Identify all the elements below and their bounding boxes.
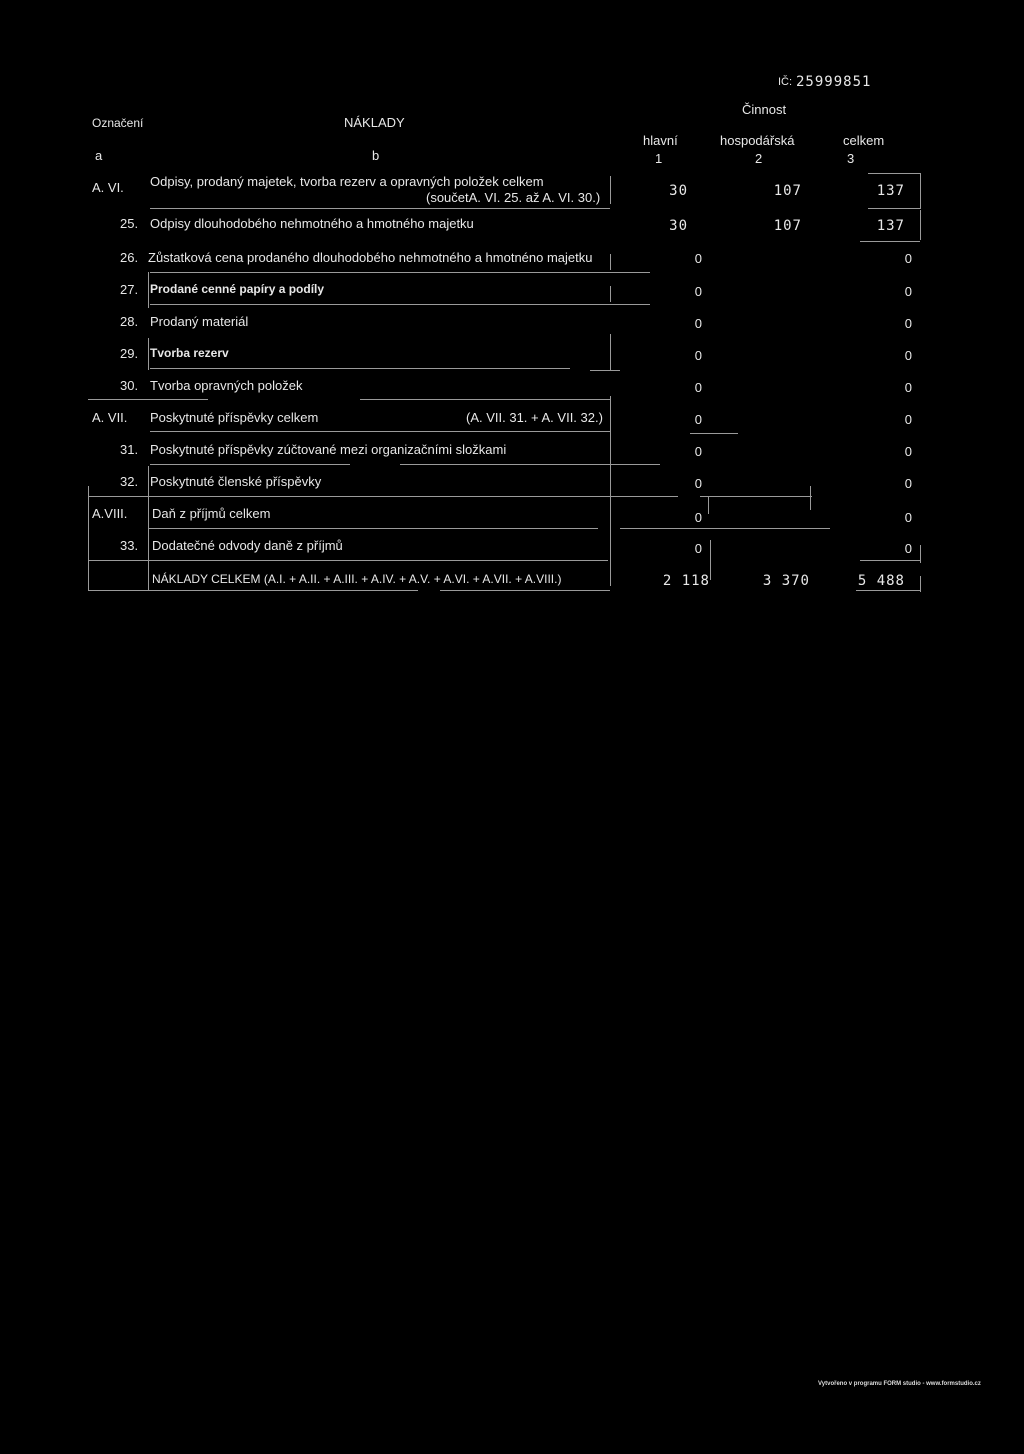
main-activity-header: hlavní (643, 133, 678, 148)
row-value-total: 0 (904, 348, 912, 363)
index-3: 3 (847, 151, 855, 166)
row-code: 28. (120, 314, 139, 329)
index-b: b (372, 148, 380, 163)
row-value-main: 0 (694, 251, 702, 266)
row-description: Odpisy dlouhodobého nehmotného a hmotného majetku (150, 216, 474, 231)
row-value-total: 0 (904, 444, 912, 459)
row-description: Prodané cenné papíry a podíly (150, 282, 325, 296)
row-value-main: 0 (694, 510, 702, 525)
row-description-sum: (součetA. VI. 25. až A. VI. 30.) (426, 190, 601, 205)
row-code: A.VIII. (92, 506, 128, 521)
row-value-total: 137 (876, 218, 905, 234)
row-value-total: 0 (904, 541, 912, 556)
row-value-total: 137 (876, 183, 905, 199)
row-description: Poskytnuté příspěvky celkem (150, 410, 319, 425)
ico-label: IČ: (778, 76, 793, 88)
row-value-main: 0 (694, 380, 702, 395)
row-code: 27. (120, 282, 139, 297)
activity-header: Činnost (742, 102, 787, 117)
index-a: a (95, 148, 103, 163)
row-code: 26. (120, 250, 139, 265)
row-description: Poskytnuté příspěvky zúčtované mezi organizačními složkami (150, 442, 507, 457)
row-description: Prodaný materiál (150, 314, 249, 329)
index-1: 1 (655, 151, 663, 166)
ico-value: 25999851 (796, 74, 872, 90)
row-description-sum: (A. VII. 31. + A. VII. 32.) (466, 410, 603, 425)
row-value-main: 0 (694, 412, 702, 427)
row-value-main: 0 (694, 444, 702, 459)
row-description: Zůstatková cena prodaného dlouhodobého nehmotného a hmotnéno majetku (148, 250, 593, 265)
costs-header: NÁKLADY (344, 115, 405, 130)
row-code: A. VI. (92, 180, 124, 195)
row-description: Dodatečné odvody daně z příjmů (152, 538, 343, 553)
row-value-total: 0 (904, 412, 912, 427)
row-value-main: 30 (669, 218, 688, 234)
row-value-total: 0 (904, 316, 912, 331)
row-code: A. VII. (92, 410, 128, 425)
index-2: 2 (755, 151, 763, 166)
row-value-total: 0 (904, 510, 912, 525)
footer-note: Vytvořeno v programu FORM studio - www.formstudio.cz (818, 1381, 981, 1387)
row-value-main: 0 (694, 316, 702, 331)
row-value-main: 30 (669, 183, 688, 199)
row-code: 29. (120, 346, 139, 361)
total-value-total: 5 488 (857, 573, 905, 589)
row-description: Poskytnuté členské příspěvky (150, 474, 322, 489)
row-code: 33. (120, 538, 139, 553)
row-description: Odpisy, prodaný majetek, tvorba rezerv a opravných položek celkem (150, 174, 544, 189)
row-value-main: 0 (694, 348, 702, 363)
row-description: Daň z příjmů celkem (152, 506, 271, 521)
economic-activity-header: hospodářská (720, 133, 795, 148)
row-value-economic: 107 (773, 218, 802, 234)
total-header: celkem (843, 133, 885, 148)
total-value-economic: 3 370 (762, 573, 810, 589)
row-value-main: 0 (694, 476, 702, 491)
row-value-total: 0 (904, 380, 912, 395)
total-costs-label: NÁKLADY CELKEM (A.I. + A.II. + A.III. + A.IV. + A.V. + A.VI. + A.VII. + A.VIII.) (152, 572, 562, 586)
row-value-total: 0 (904, 251, 912, 266)
designation-header: Označení (92, 116, 144, 130)
row-value-economic: 107 (773, 183, 802, 199)
row-description: Tvorba rezerv (150, 346, 229, 360)
row-code: 32. (120, 474, 139, 489)
row-value-main: 0 (694, 541, 702, 556)
row-value-total: 0 (904, 284, 912, 299)
row-value-total: 0 (904, 476, 912, 491)
row-value-main: 0 (694, 284, 702, 299)
row-description: Tvorba opravných položek (150, 378, 303, 393)
row-code: 25. (120, 216, 139, 231)
row-code: 30. (120, 378, 139, 393)
row-code: 31. (120, 442, 139, 457)
total-value-main: 2 118 (662, 573, 710, 589)
